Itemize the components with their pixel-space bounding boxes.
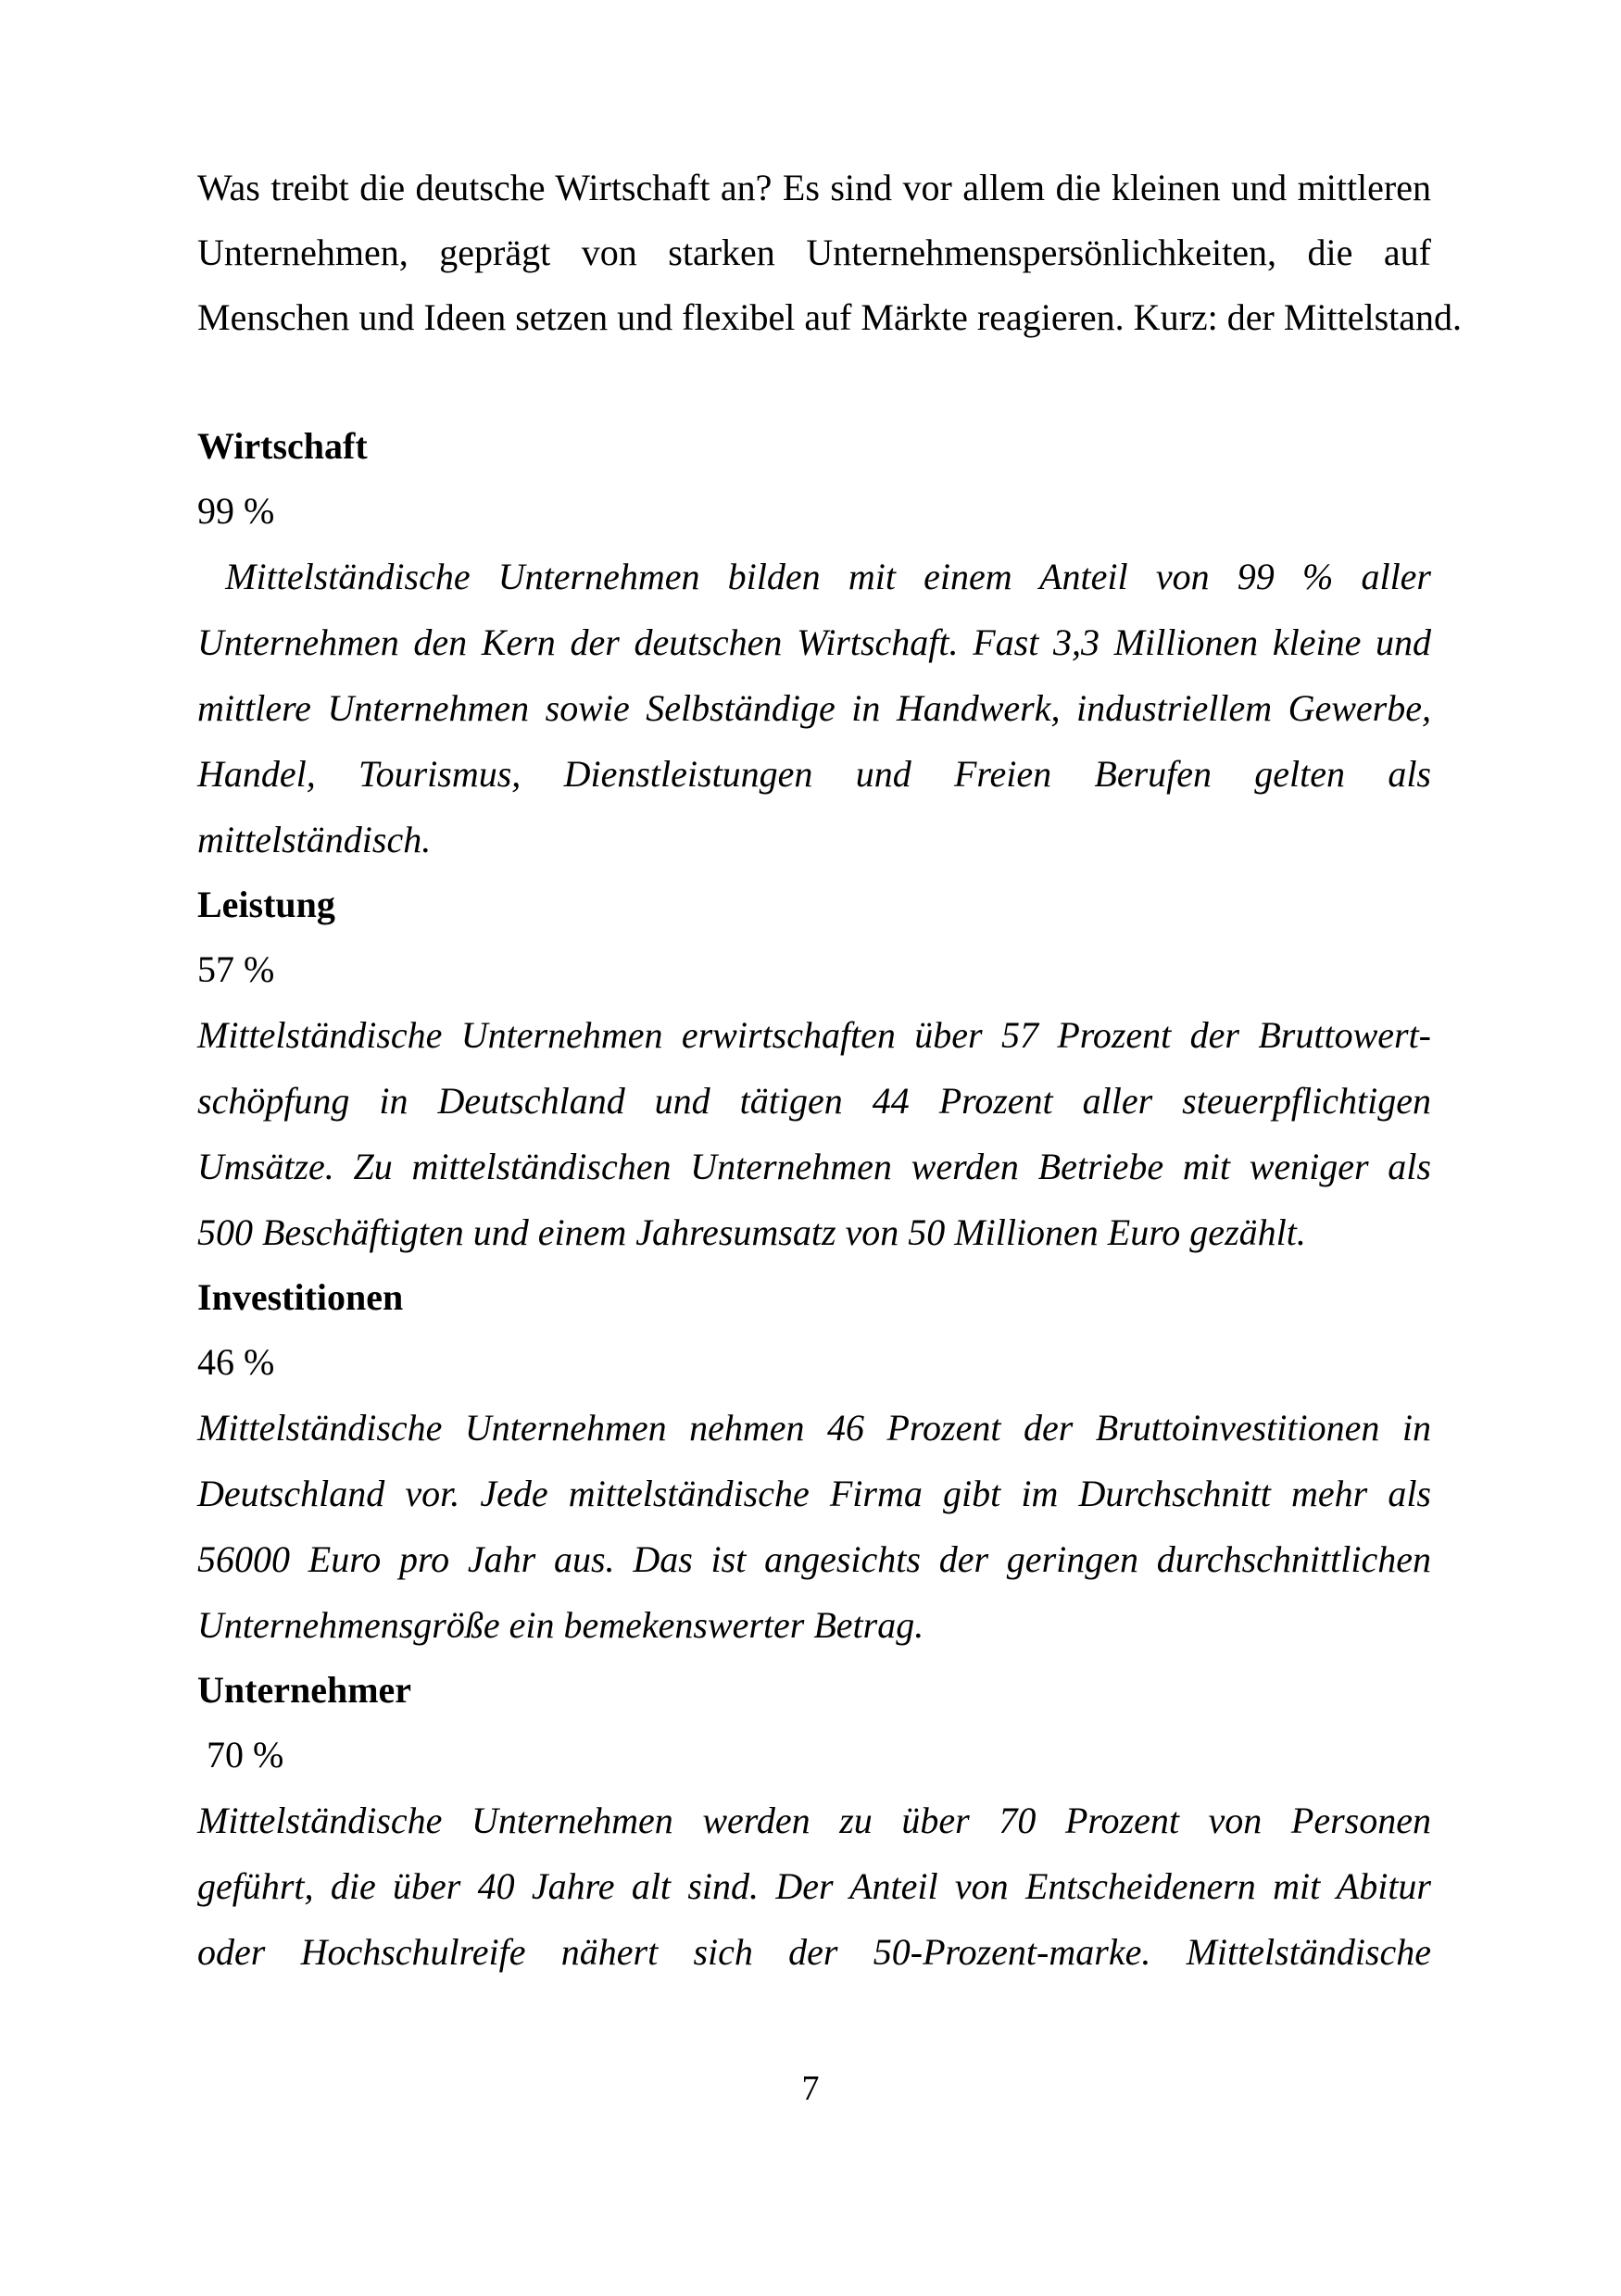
section-unternehmer xyxy=(197,1658,1431,1985)
text-line: mittlere Unternehmen sowie Selbständige in Handwerk, industriellem Gewerbe, xyxy=(197,687,1431,729)
text-line: oder Hochschulreife nähert sich der 50-Prozent-marke. Mittelständische xyxy=(197,1931,1431,1973)
intro-line: Menschen und Ideen setzen und flexibel auf Märkte reagieren. Kurz: der Mittelstand. xyxy=(197,296,1463,338)
section-wirtschaft xyxy=(197,414,1431,872)
section-text xyxy=(197,1788,1431,1985)
text-line: Umsätze. Zu mittelständischen Unternehmen werden Betriebe mit weniger als xyxy=(197,1146,1431,1187)
text-line: mittelständisch. xyxy=(197,819,432,860)
section-heading: Leistung xyxy=(197,884,335,925)
statistics-sections xyxy=(197,414,1431,1985)
section-investitionen xyxy=(197,1265,1431,1658)
text-line: Mittelständische Unternehmen erwirtschaften über 57 Prozent der Bruttowert- xyxy=(197,1014,1431,1056)
section-heading: Investitionen xyxy=(197,1276,404,1318)
text-line: geführt, die über 40 Jahre alt sind. Der Anteil von Entscheidenern mit Abitur xyxy=(197,1865,1431,1907)
section-percent: 57 % xyxy=(197,948,275,990)
text-line: Deutschland vor. Jede mittelständische Firma gibt im Durchschnitt mehr als xyxy=(197,1473,1431,1514)
section-text xyxy=(197,1395,1431,1658)
section-text xyxy=(197,544,1431,872)
text-line: 56000 Euro pro Jahr aus. Das ist angesichts der geringen durchschnittlichen xyxy=(197,1538,1431,1580)
section-percent: 99 % xyxy=(197,490,275,532)
text-line: 500 Beschäftigten und einem Jahresumsatz von 50 Millionen Euro gezählt. xyxy=(197,1211,1306,1253)
section-text xyxy=(197,1002,1431,1265)
section-leistung xyxy=(197,872,1431,1265)
text-line: schöpfung in Deutschland und tätigen 44 Prozent aller steuerpflichtigen xyxy=(197,1080,1431,1122)
intro-paragraph xyxy=(197,156,1463,350)
text-line: Unternehmen den Kern der deutschen Wirtschaft. Fast 3,3 Millionen kleine und xyxy=(197,621,1431,663)
text-line: Mittelständische Unternehmen bilden mit einem Anteil von 99 % aller xyxy=(197,556,1431,597)
text-line: Handel, Tourismus, Dienstleistungen und Freien Berufen gelten als xyxy=(197,753,1431,795)
document-page xyxy=(197,156,1463,1985)
section-percent: 70 % xyxy=(197,1734,284,1775)
text-line: Unternehmensgröße ein bemekenswerter Betrag. xyxy=(197,1604,924,1646)
section-percent: 46 % xyxy=(197,1341,275,1383)
section-heading: Unternehmer xyxy=(197,1669,412,1711)
text-line: Mittelständische Unternehmen nehmen 46 Prozent der Bruttoinvestitionen in xyxy=(197,1407,1431,1449)
section-heading: Wirtschaft xyxy=(197,425,368,467)
text-line: Mittelständische Unternehmen werden zu über 70 Prozent von Personen xyxy=(197,1800,1431,1841)
page-number: 7 xyxy=(801,2069,820,2108)
intro-line: Was treibt die deutsche Wirtschaft an? Es sind vor allem die kleinen und mittleren xyxy=(197,167,1431,208)
intro-line: Unternehmen, geprägt von starken Unternehmenspersönlichkeiten, die auf xyxy=(197,232,1431,273)
